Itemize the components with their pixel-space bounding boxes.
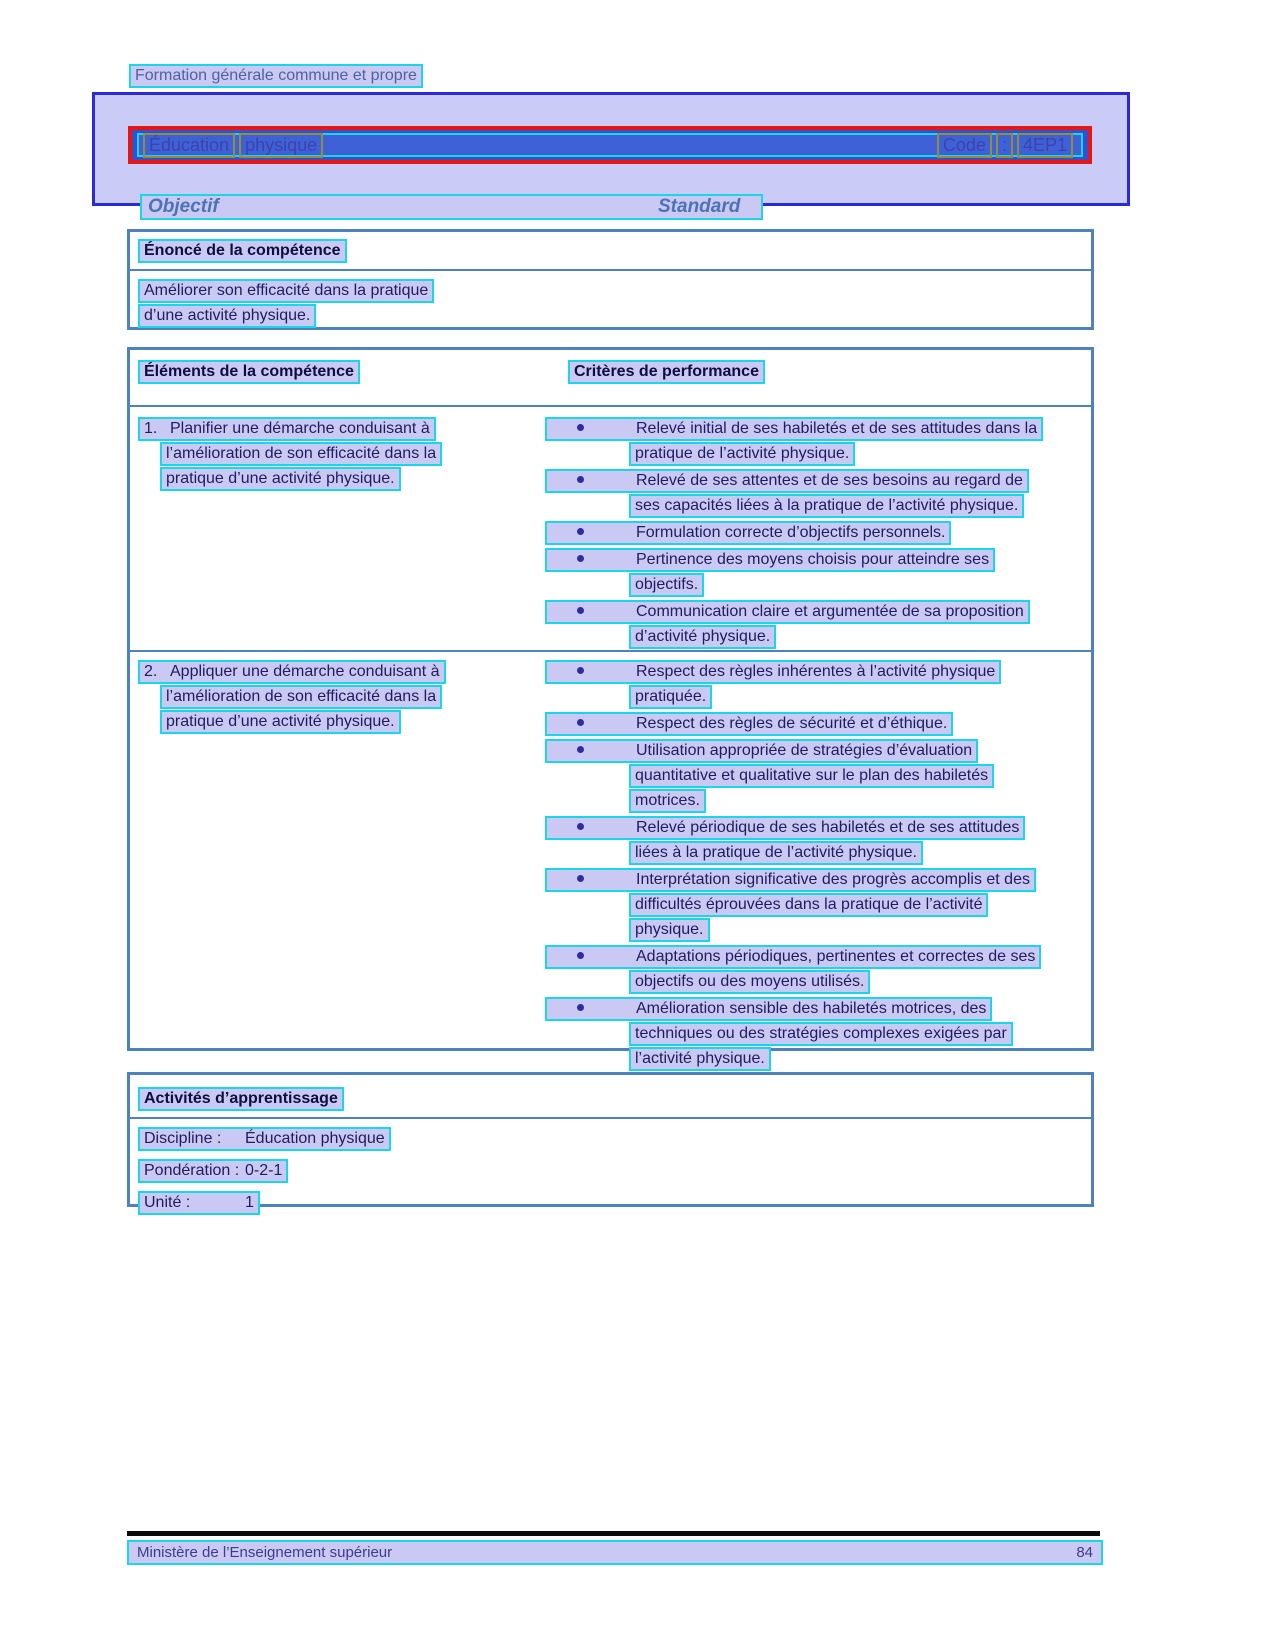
criterion-line: objectifs.: [629, 573, 704, 597]
banner-panel: [92, 92, 1130, 206]
criterion-item: [545, 945, 1041, 994]
item-number: 1.: [144, 420, 158, 437]
criterion-line: techniques ou des stratégies complexes exigées par: [629, 1022, 1013, 1046]
criterion-item: [545, 600, 1043, 649]
bullet-icon: [577, 952, 584, 959]
element-line: Appliquer une démarche conduisant à: [170, 663, 440, 680]
bullet-icon: [577, 746, 584, 753]
criterion-item: [545, 660, 1041, 709]
criterion-item: [545, 997, 1041, 1071]
element-item-2: [138, 660, 446, 735]
bullet-icon: [577, 875, 584, 882]
criterion-item: [545, 712, 1041, 736]
criterion-line: quantitative et qualitative sur le plan des habiletés: [629, 764, 994, 788]
section-activites: [127, 1072, 1094, 1211]
element-line: l’amélioration de son efficacité dans la: [160, 442, 442, 466]
criterion-line: Pertinence des moyens choisis pour atteindre ses: [636, 551, 990, 568]
footer-ministry: Ministère de l’Enseignement supérieur: [137, 1544, 393, 1561]
criterion-line: Respect des règles inhérentes à l’activité physique: [636, 663, 996, 680]
criterion-item: [545, 548, 1043, 597]
field-ponderation: [138, 1159, 1091, 1183]
criterion-line: Respect des règles de sécurité et d’éthique.: [636, 715, 948, 732]
criterion-line: Relevé périodique de ses habiletés et de ses attitudes: [636, 819, 1020, 836]
context-label-row: [129, 64, 423, 88]
course-title-line: [137, 133, 1083, 157]
bullet-icon: [577, 719, 584, 726]
section-title: Énoncé de la compétence: [138, 239, 347, 263]
bullet-icon: [577, 424, 584, 431]
bullet-icon: [577, 1004, 584, 1011]
criterion-item: [545, 417, 1043, 466]
element-line: pratique d’une activité physique.: [160, 467, 401, 491]
bullet-icon: [577, 476, 584, 483]
course-title-bar: [128, 126, 1092, 164]
code-label: Code: [937, 133, 992, 158]
field-value: Éducation physique: [245, 1130, 385, 1147]
field-value: 0-2-1: [245, 1162, 283, 1179]
course-title-word: physique: [239, 133, 323, 158]
item-number: 2.: [144, 663, 158, 680]
criterion-line: Communication claire et argumentée de sa proposition: [636, 603, 1024, 620]
criterion-line: ses capacités liées à la pratique de l’activité physique.: [629, 494, 1024, 518]
criterion-line: d’activité physique.: [629, 625, 776, 649]
footer-page-number: 84: [1076, 1544, 1093, 1561]
footer-rule: [127, 1531, 1100, 1536]
criterion-line: difficultés éprouvées dans la pratique de l’activité: [629, 893, 988, 917]
criterion-line: Utilisation appropriée de stratégies d’évaluation: [636, 742, 973, 759]
element-item-1: [138, 417, 442, 492]
field-label: Unité :: [144, 1194, 191, 1211]
section-title: Activités d’apprentissage: [138, 1087, 344, 1111]
criterion-item: [545, 868, 1041, 942]
objectif-heading: Objectif: [148, 196, 219, 217]
field-discipline: [138, 1127, 1091, 1151]
bullet-icon: [577, 667, 584, 674]
field-unite: [138, 1191, 1091, 1215]
criterion-line: Adaptations périodiques, pertinentes et correctes de ses: [636, 948, 1036, 965]
criterion-line: Formulation correcte d’objectifs personnels.: [636, 524, 946, 541]
section-activites-body: [130, 1119, 1091, 1215]
criteria-list-2: [545, 660, 1041, 1074]
bullet-icon: [577, 555, 584, 562]
course-title-word: Éducation: [143, 133, 235, 158]
criterion-line: Relevé de ses attentes et de ses besoins au regard de: [636, 472, 1023, 489]
field-label: Pondération :: [144, 1162, 240, 1179]
code-colon: :: [996, 133, 1013, 158]
section-enonce: [127, 229, 1094, 330]
criterion-line: physique.: [629, 918, 710, 942]
standard-heading: Standard: [658, 196, 741, 217]
element-line: pratique d’une activité physique.: [160, 710, 401, 734]
code-value: 4EP1: [1017, 133, 1073, 158]
bullet-icon: [577, 823, 584, 830]
table-row: [130, 407, 1091, 650]
criterion-item: [545, 521, 1043, 545]
criterion-line: liées à la pratique de l’activité physique.: [629, 841, 923, 865]
criterion-line: Interprétation significative des progrès accomplis et des: [636, 871, 1030, 888]
section-activites-header: [130, 1075, 1091, 1117]
objectif-standard-strip: [140, 194, 763, 220]
criterion-line: pratiquée.: [629, 685, 712, 709]
criterion-line: Amélioration sensible des habiletés motrices, des: [636, 1000, 987, 1017]
footer-bar: [127, 1540, 1103, 1565]
elements-table: [127, 347, 1094, 1067]
criterion-line: pratique de l’activité physique.: [629, 442, 855, 466]
criteria-list-1: [545, 417, 1043, 652]
criterion-line: objectifs ou des moyens utilisés.: [629, 970, 870, 994]
section-enonce-header: [130, 232, 1091, 269]
criterion-line: motrices.: [629, 789, 706, 813]
field-value: 1: [245, 1194, 254, 1211]
competence-statement-line: d’une activité physique.: [138, 304, 316, 328]
section-enonce-body: [130, 271, 1091, 328]
criterion-item: [545, 816, 1041, 865]
criterion-item: [545, 469, 1043, 518]
context-label: Formation générale commune et propre: [129, 64, 423, 88]
element-line: Planifier une démarche conduisant à: [170, 420, 430, 437]
column-header-criteres: Critères de performance: [568, 360, 765, 384]
bullet-icon: [577, 528, 584, 535]
criterion-line: l’activité physique.: [629, 1047, 771, 1071]
bullet-icon: [577, 607, 584, 614]
table-header-row: [130, 350, 1091, 405]
field-label: Discipline :: [144, 1130, 222, 1147]
competence-statement-line: Améliorer son efficacité dans la pratique: [138, 279, 434, 303]
criterion-item: [545, 739, 1041, 813]
column-header-elements: Éléments de la compétence: [138, 360, 360, 384]
criterion-line: Relevé initial de ses habiletés et de ses attitudes dans la: [636, 420, 1038, 437]
element-line: l’amélioration de son efficacité dans la: [160, 685, 442, 709]
table-row: [130, 652, 1091, 1067]
